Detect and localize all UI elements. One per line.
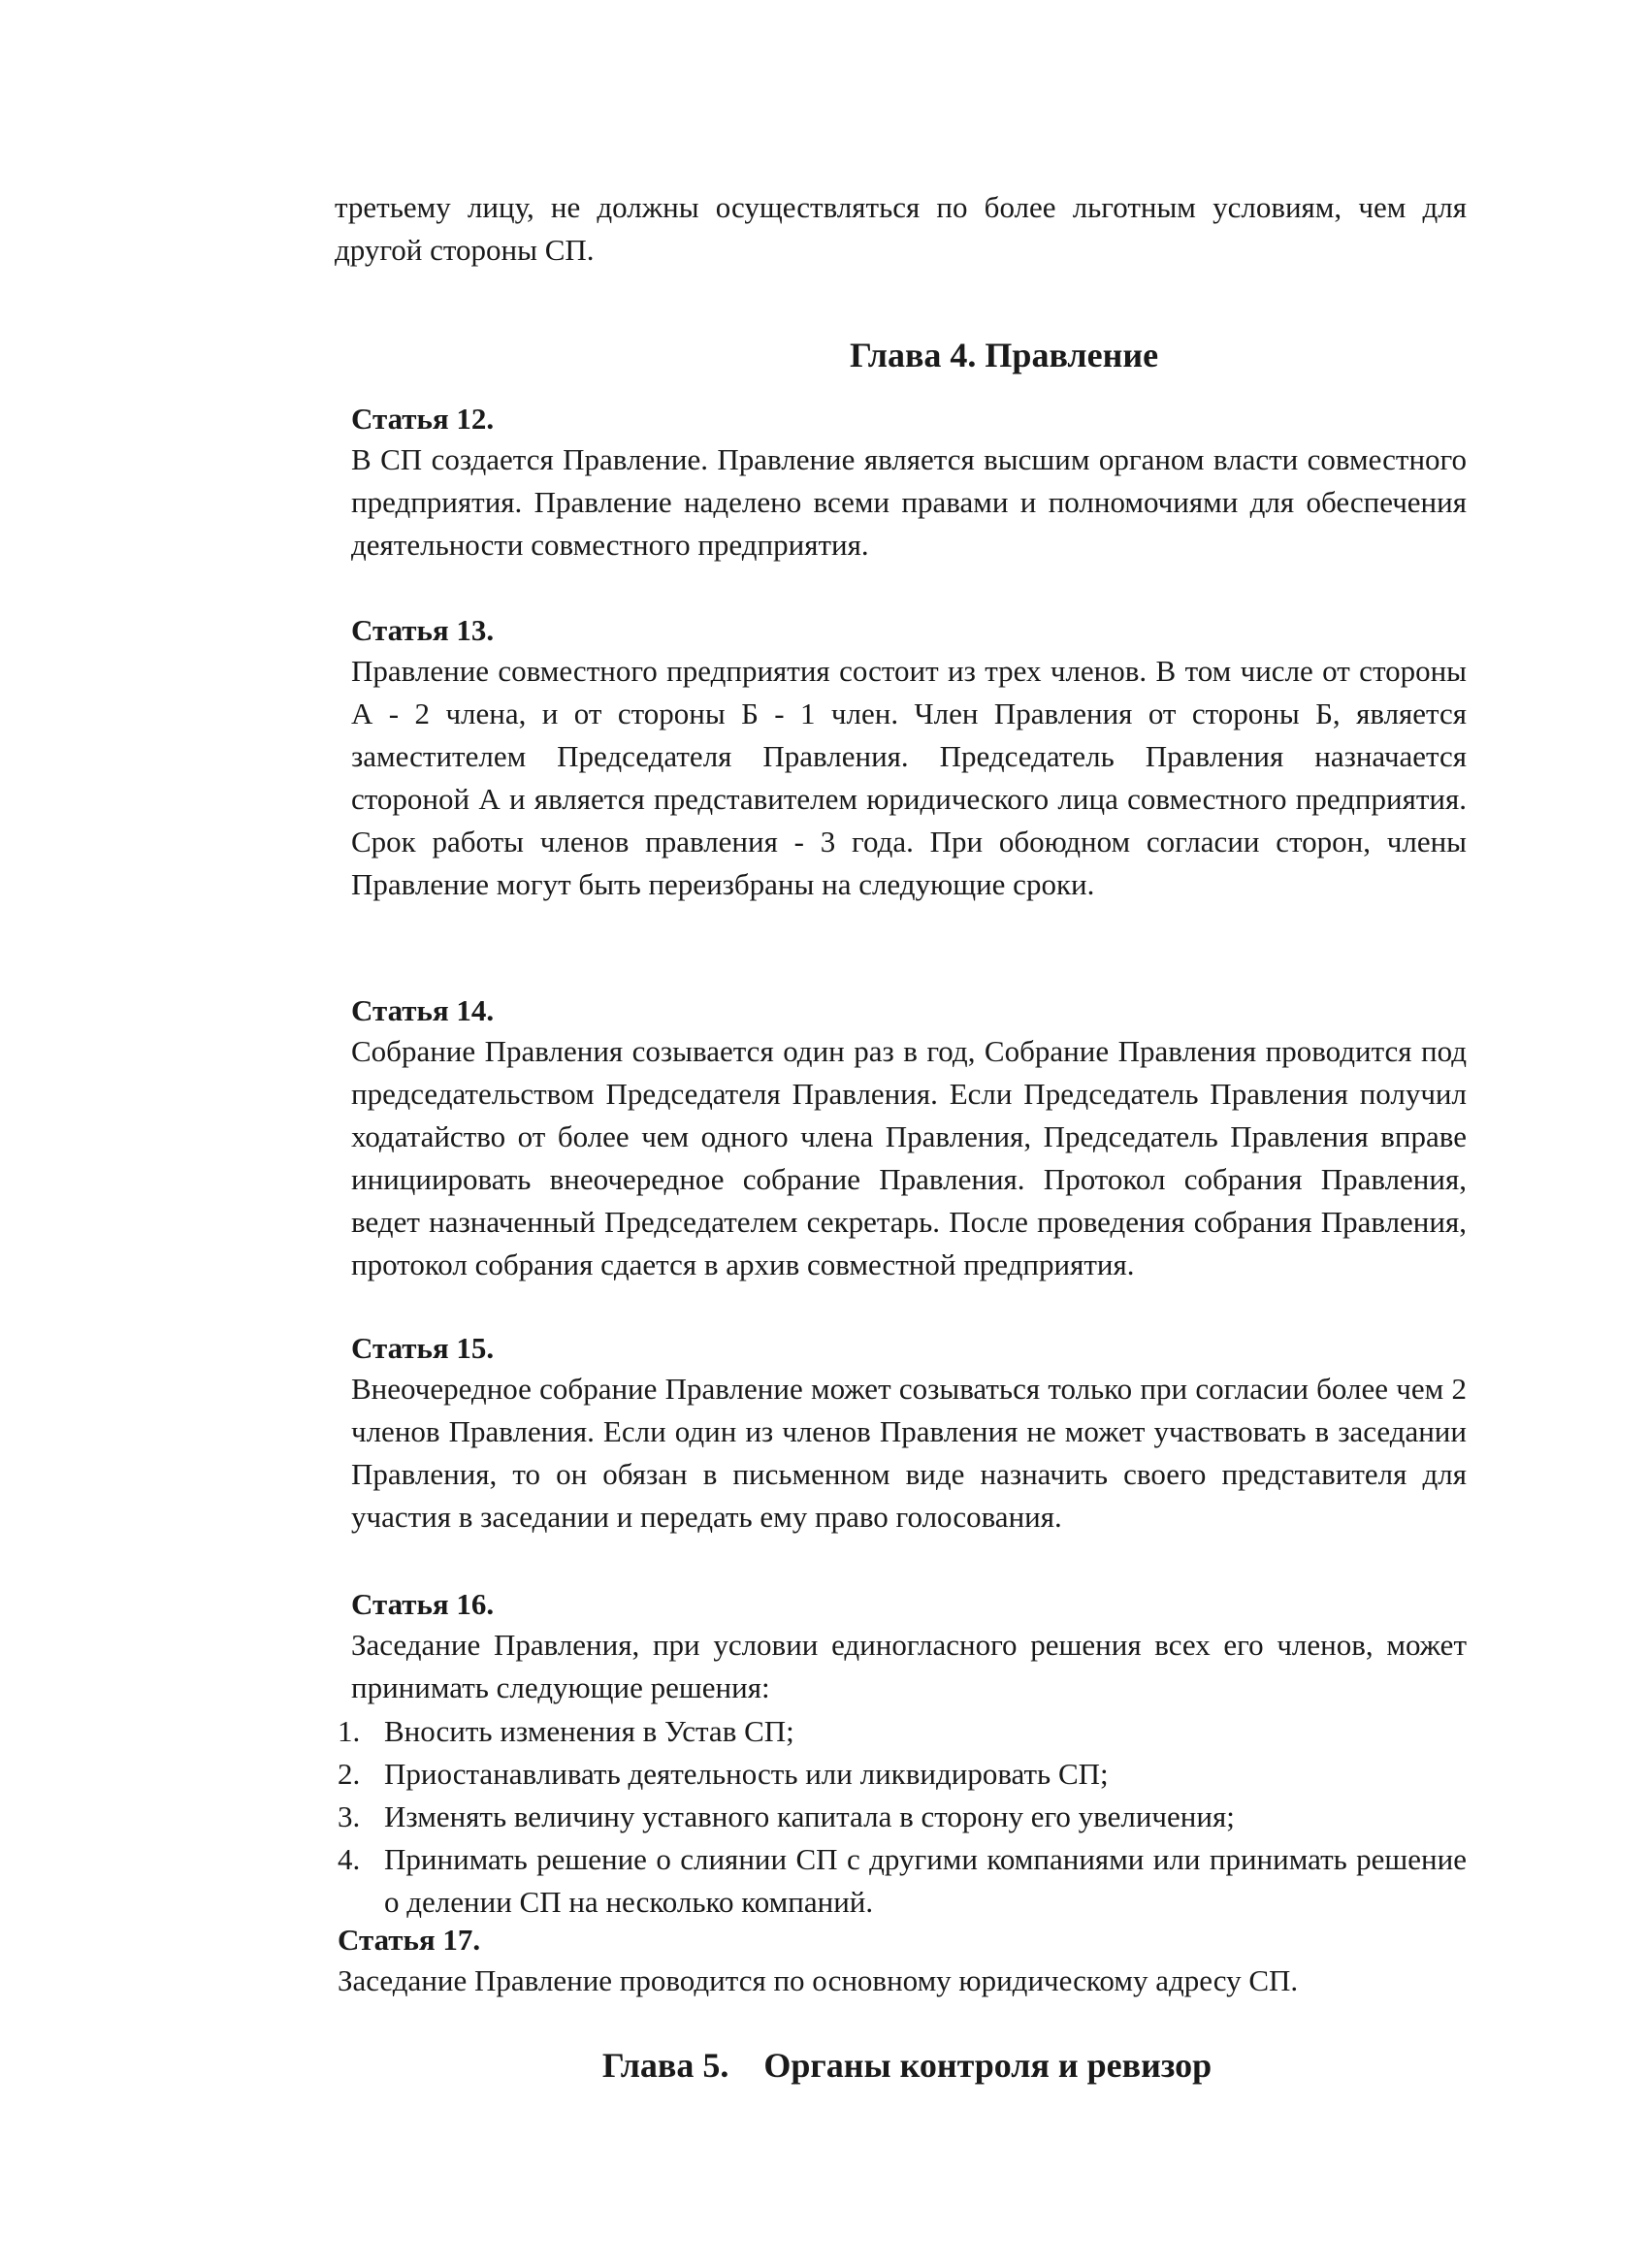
list-item-text: Вносить изменения в Устав СП;	[384, 1714, 794, 1748]
list-item-text: Изменять величину уставного капитала в сторону его увеличения;	[384, 1799, 1235, 1833]
article-12-title: Статья 12.	[351, 402, 495, 436]
intro-paragraph: третьему лицу, не должны осуществляться по более льготным условиям, чем для другой стороны СП.	[335, 190, 1467, 267]
chapter-5-heading: Глава 5. Органы контроля и ревизор	[601, 2046, 1212, 2085]
article-15-title: Статья 15.	[351, 1331, 495, 1365]
list-item-text: Приостанавливать деятельность или ликвидировать СП;	[384, 1757, 1109, 1791]
article-14-title: Статья 14.	[351, 993, 495, 1027]
article-17-text: Заседание Правление проводится по основному юридическому адресу СП.	[338, 1963, 1299, 1997]
list-item-number: 1.	[338, 1714, 361, 1748]
article-16-list	[338, 1710, 1467, 1924]
list-item-number: 4.	[338, 1842, 361, 1876]
article-15-text: Внеочередное собрание Правление может созываться только при согласии более чем 2 членов Правления. Если один из членов Правления не может участвовать в заседании Правления, то он обязан в письменном виде назначить своего представителя для участия в заседании и передать ему право голосования.	[351, 1372, 1467, 1534]
chapter-4-heading: Глава 4. Правление	[849, 336, 1159, 374]
article-13-title: Статья 13.	[351, 613, 495, 647]
article-12-text: В СП создается Правление. Правление является высшим органом власти совместного предприятия. Правление наделено всеми правами и полномочиями для обеспечения деятельности совместного предприятия.	[351, 442, 1467, 562]
list-item	[338, 1838, 1467, 1924]
article-16-title: Статья 16.	[351, 1587, 495, 1621]
article-16-text: Заседание Правления, при условии единогласного решения всех его членов, может принимать следующие решения:	[351, 1628, 1467, 1704]
article-13-text: Правление совместного предприятия состоит из трех членов. В том числе от стороны А - 2 члена, и от стороны Б - 1 член. Член Правления от стороны Б, является заместителем Председателя Правления. Председатель Правления назначается стороной А и является представителем юридического лица совместного предприятия. Срок работы членов правления - 3 года. При обоюдном согласии сторон, члены Правление могут быть переизбраны на следующие сроки.	[351, 654, 1467, 901]
list-item-number: 3.	[338, 1799, 361, 1833]
list-item-number: 2.	[338, 1757, 361, 1791]
list-item	[338, 1796, 1467, 1838]
article-14-text: Собрание Правления созывается один раз в год, Собрание Правления проводится под председательством Председателя Правления. Если Председатель Правления получил ходатайство от более чем одного члена Правления, Председатель Правления вправе инициировать внеочередное собрание Правления. Протокол собрания Правления, ведет назначенный Председателем секретарь. После проведения собрания Правления, протокол собрания сдается в архив совместной предприятия.	[351, 1034, 1467, 1281]
list-item-text: Принимать решение о слиянии СП с другими компаниями или принимать решение о делении СП на несколько компаний.	[384, 1842, 1467, 1919]
list-item	[338, 1710, 1467, 1753]
list-item	[338, 1753, 1467, 1796]
article-17-title: Статья 17.	[338, 1923, 481, 1957]
